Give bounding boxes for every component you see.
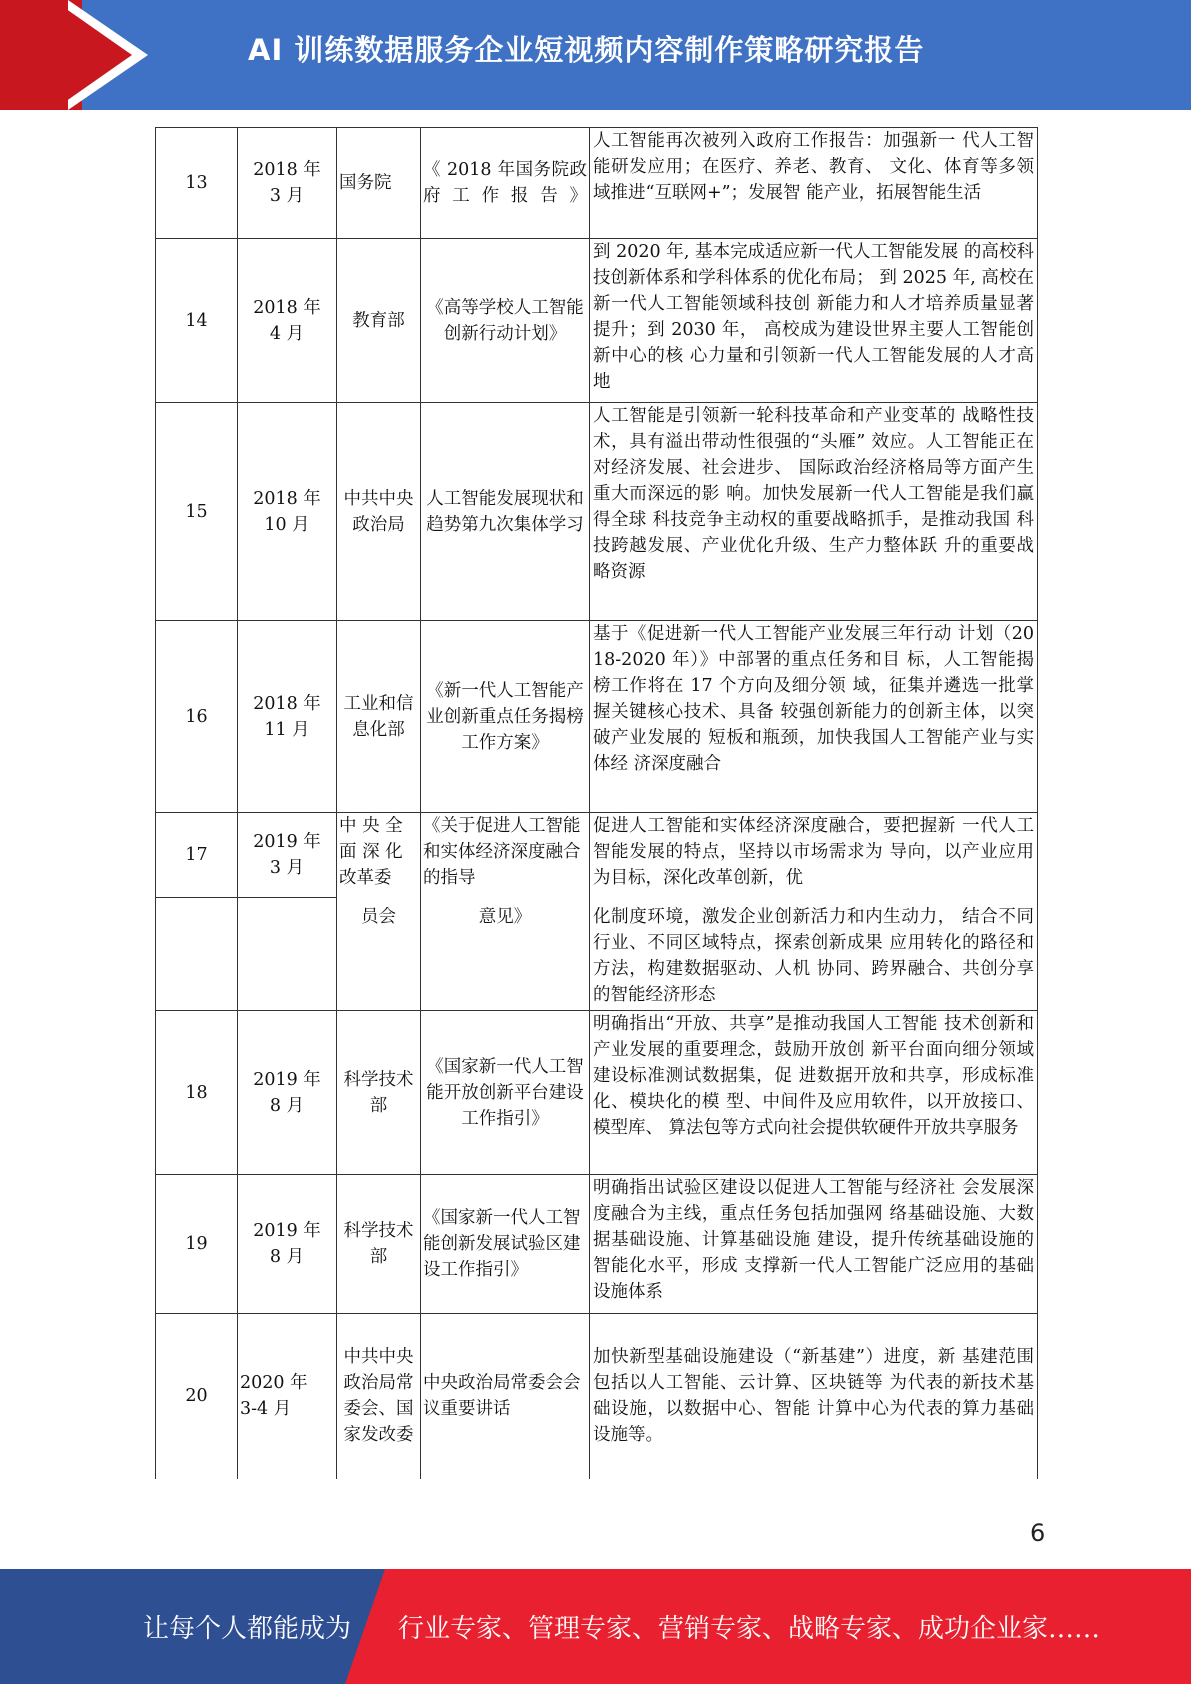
- row-date: [238, 1314, 337, 1479]
- page-footer: [0, 1569, 1191, 1684]
- row-content: 人工智能是引领新一轮科技革命和产业变革的 战略性技术，具有溢出带动性很强的“头雁” 效应。人工智能正在对经济发展、社会进步、 国际政治经济格局等方面产生重大而深远的影 响。加快发展新一代人工智能是我们赢得全球 科技竞争主动权的重要战略抓手，是推动我国 科技跨越发展、产业优化升级、生产力整体跃 升的重要战略资源: [590, 403, 1038, 621]
- row-date-text: 2018 年 4 月: [253, 297, 321, 344]
- row-content: 促进人工智能和实体经济深度融合，要把握新 一代人工智能发展的特点，坚持以市场需求为 导向，以产业应用为目标，深化改革创新，优: [590, 813, 1038, 898]
- table-row: [156, 403, 1038, 621]
- row-policy: 《国家新一代人工智能开放创新平台建设工作指引》: [421, 1011, 590, 1175]
- row-date-text: 2018 年 3 月: [253, 160, 321, 206]
- row-department: 中 央 全 面 深 化 改革委: [337, 813, 421, 898]
- row-policy: 人工智能发展现状和趋势第九次集体学习: [421, 403, 590, 621]
- footer-slogan-left: 让每个人都能成为: [143, 1614, 352, 1644]
- row-number: 17: [156, 813, 238, 898]
- row-date: [238, 1011, 337, 1175]
- row-date-text: 2019 年 3 月: [253, 832, 321, 878]
- row-number: 18: [156, 1011, 238, 1175]
- row-content: 加快新型基础设施建设（“新基建”）进度，新 基建范围包括以人工智能、云计算、区块链等 为代表的新技术基础设施，以数据中心、智能 计算中心为代表的算力基础设施等。: [590, 1314, 1038, 1479]
- row-date: [238, 621, 337, 813]
- row-policy: 《高等学校人工智能创新行动计划》: [421, 239, 590, 403]
- row-date-text: 2019 年 8 月: [253, 1069, 321, 1116]
- table-row: [156, 898, 1038, 1011]
- page-number: 6: [1030, 1519, 1046, 1547]
- row-date: [238, 403, 337, 621]
- row-content: 到 2020 年, 基本完成适应新一代人工智能发展 的高校科技创新体系和学科体系的优化布局； 到 2025 年, 高校在新一代人工智能领域科技创 新能力和人才培养质量显著提升；到 2030 年， 高校成为建设世界主要人工智能创新中心的核 心力量和引领新一代人工智能发展的人才高地: [590, 239, 1038, 403]
- row-date: [238, 239, 337, 403]
- policy-table: [155, 127, 1038, 1479]
- table-row: [156, 239, 1038, 403]
- footer-slogan-right: 行业专家、管理专家、营销专家、战略专家、成功企业家……: [398, 1614, 1101, 1644]
- row-department: 科学技术部: [337, 1175, 421, 1314]
- row-date: [238, 898, 337, 1011]
- row-number: 16: [156, 621, 238, 813]
- row-content: 基于《促进新一代人工智能产业发展三年行动 计划（2018-2020 年）》中部署的重点任务和目 标，人工智能揭榜工作将在 17 个方向及细分领 域，征集并遴选一批掌握关键核心技术、具备 较强创新能力的创新主体，以突破产业发展的 短板和瓶颈，加快我国人工智能产业与实体经 济深度融合: [590, 621, 1038, 813]
- row-department: 国务院: [337, 128, 421, 239]
- row-number: 14: [156, 239, 238, 403]
- row-number: 15: [156, 403, 238, 621]
- row-number: [156, 898, 238, 1011]
- row-date: [238, 128, 337, 239]
- row-policy: 《关于促进人工智能和实体经济深度融合的指导: [421, 813, 590, 898]
- report-title: AI 训练数据服务企业短视频内容制作策略研究报告: [248, 33, 925, 67]
- row-date-text: 2019 年 8 月: [253, 1221, 321, 1267]
- row-department: 员会: [337, 898, 421, 1011]
- row-policy: 《新一代人工智能产业创新重点任务揭榜工作方案》: [421, 621, 590, 813]
- row-department: 科学技术部: [337, 1011, 421, 1175]
- row-policy: 意见》: [421, 898, 590, 1011]
- table-row: [156, 1011, 1038, 1175]
- header-chevron-inner: [62, 6, 132, 104]
- row-content: 人工智能再次被列入政府工作报告：加强新一 代人工智能研发应用；在医疗、养老、教育、 文化、体育等多领域推进“互联网+”；发展智 能产业，拓展智能生活: [590, 128, 1038, 239]
- table-row: [156, 621, 1038, 813]
- row-date-text: 2018 年 11 月: [253, 693, 321, 740]
- row-content: 明确指出试验区建设以促进人工智能与经济社 会发展深度融合为主线，重点任务包括加强网 络基础设施、大数据基础设施、计算基础设施 建设，提升传统基础设施的智能化水平，形成 支撑新一代人工智能广泛应用的基础设施体系: [590, 1175, 1038, 1314]
- table-row: [156, 1314, 1038, 1479]
- row-policy: 中央政治局常委会会议重要讲话: [421, 1314, 590, 1479]
- row-department: 中共中央政治局: [337, 403, 421, 621]
- table-row: [156, 813, 1038, 898]
- table-row: [156, 1175, 1038, 1314]
- row-number: 13: [156, 128, 238, 239]
- table-row: [156, 128, 1038, 239]
- row-policy: 《 2018 年国务院政府工作报告》: [421, 128, 590, 239]
- page-header: [0, 0, 1191, 110]
- row-number: 19: [156, 1175, 238, 1314]
- row-department: 工业和信息化部: [337, 621, 421, 813]
- row-number: 20: [156, 1314, 238, 1479]
- row-date-text: 2020 年 3-4 月: [240, 1373, 308, 1420]
- row-date: [238, 813, 337, 898]
- row-department: 中共中央政治局常委会、国家发改委: [337, 1314, 421, 1479]
- row-policy: 《国家新一代人工智能创新发展试验区建设工作指引》: [421, 1175, 590, 1314]
- row-content: 明确指出“开放、共享”是推动我国人工智能 技术创新和产业发展的重要理念，鼓励开放创 新平台面向细分领域建设标准测试数据集，促 进数据开放和共享，形成标准化、模块化的模 型、中间件及应用软件，以开放接口、模型库、 算法包等方式向社会提供软硬件开放共享服务: [590, 1011, 1038, 1175]
- row-date-text: 2018 年 10 月: [253, 488, 321, 535]
- row-department: 教育部: [337, 239, 421, 403]
- row-content: 化制度环境，激发企业创新活力和内生动力， 结合不同行业、不同区域特点，探索创新成果 应用转化的路径和方法，构建数据驱动、人机 协同、跨界融合、共创分享的智能经济形态: [590, 898, 1038, 1011]
- row-date: [238, 1175, 337, 1314]
